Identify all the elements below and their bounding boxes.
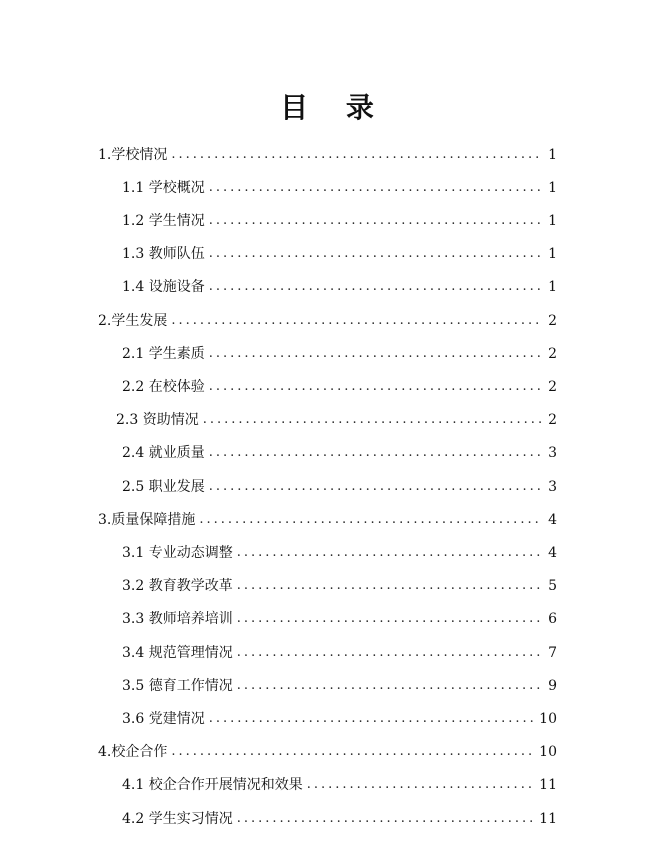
toc-entry[interactable] [122,206,557,230]
dot-leader [209,345,543,363]
toc-entry-page: 9 [548,678,557,694]
toc-entry-label: 3.2 教育教学改革 [122,578,233,594]
toc-entry-page: 4 [548,545,557,561]
dot-leader [307,776,535,794]
toc-entry[interactable] [122,604,557,628]
toc-entry[interactable] [122,339,557,363]
toc-entry-page: 2 [548,412,557,428]
dot-leader [209,378,543,396]
toc-entry[interactable] [122,770,557,794]
toc-entry[interactable] [122,804,557,828]
toc-entry[interactable] [122,272,557,296]
dot-leader [171,312,543,330]
toc-entry-label: 3.5 德育工作情况 [122,678,233,694]
dot-leader [237,544,543,562]
toc-entry[interactable] [122,472,557,496]
dot-leader [171,743,535,761]
toc-entry[interactable] [122,538,557,562]
dot-leader [237,644,543,662]
toc-entry-page: 2 [548,313,557,329]
toc-entry[interactable] [122,438,557,462]
toc-entry-label: 2.2 在校体验 [122,379,205,395]
dot-leader [237,577,543,595]
toc-entry[interactable] [98,505,557,529]
toc-entry-label: 3.6 党建情况 [122,711,205,727]
toc-entry-label: 3.质量保障措施 [98,512,196,528]
dot-leader [237,810,535,828]
toc-entry-label: 1.2 学生情况 [122,213,205,229]
toc-entry-label: 2.3 资助情况 [116,412,199,428]
toc-entry-label: 1.1 学校概况 [122,180,205,196]
toc-entry[interactable] [98,140,557,164]
toc-entry-page: 2 [548,379,557,395]
toc-entry[interactable] [122,239,557,263]
toc-entry-page: 4 [548,512,557,528]
toc-entry-page: 1 [548,213,557,229]
dot-leader [209,710,535,728]
dot-leader [209,212,543,230]
toc-entry-label: 1.4 设施设备 [122,279,205,295]
toc-entry-page: 3 [548,479,557,495]
toc-entry-label: 2.5 职业发展 [122,479,205,495]
toc-entry-page: 5 [548,578,557,594]
toc-entry-label: 2.学生发展 [98,313,168,329]
toc-entry[interactable] [116,405,557,429]
toc-entry-page: 2 [548,346,557,362]
dot-leader [203,411,543,429]
toc-entry-page: 1 [548,279,557,295]
toc-entry-page: 1 [548,147,557,163]
dot-leader [209,478,543,496]
dot-leader [209,444,543,462]
dot-leader [209,245,543,263]
toc-entry[interactable] [98,737,557,761]
toc-entry[interactable] [122,638,557,662]
dot-leader [199,511,543,529]
toc-entry-label: 4.2 学生实习情况 [122,811,233,827]
toc-entry-label: 3.1 专业动态调整 [122,545,233,561]
toc-entry[interactable] [122,671,557,695]
toc-entry-label: 3.4 规范管理情况 [122,645,233,661]
toc-title: 目 录 [280,91,388,124]
toc-entry[interactable] [122,173,557,197]
dot-leader [171,146,543,164]
toc-entry-page: 11 [539,811,557,827]
toc-entry-label: 2.4 就业质量 [122,445,205,461]
dot-leader [237,677,543,695]
toc-entry[interactable] [98,306,557,330]
toc-entry-page: 10 [539,744,557,760]
toc-entry-page: 1 [548,180,557,196]
toc-entry-label: 4.1 校企合作开展情况和效果 [122,777,303,793]
toc-entry[interactable] [122,571,557,595]
toc-entry[interactable] [122,372,557,396]
toc-entry-label: 4.校企合作 [98,744,168,760]
toc-entry-label: 1.3 教师队伍 [122,246,205,262]
toc-entry-page: 11 [539,777,557,793]
toc-entry-page: 7 [548,645,557,661]
dot-leader [237,610,543,628]
toc-entry-page: 1 [548,246,557,262]
dot-leader [209,278,543,296]
dot-leader [209,179,543,197]
toc-entry-label: 2.1 学生素质 [122,346,205,362]
toc-entry-page: 10 [539,711,557,727]
toc-entry-label: 3.3 教师培养培训 [122,611,233,627]
toc-entry-page: 3 [548,445,557,461]
toc-entry-label: 1.学校情况 [98,147,168,163]
toc-entry-page: 6 [548,611,557,627]
toc-entry[interactable] [122,704,557,728]
